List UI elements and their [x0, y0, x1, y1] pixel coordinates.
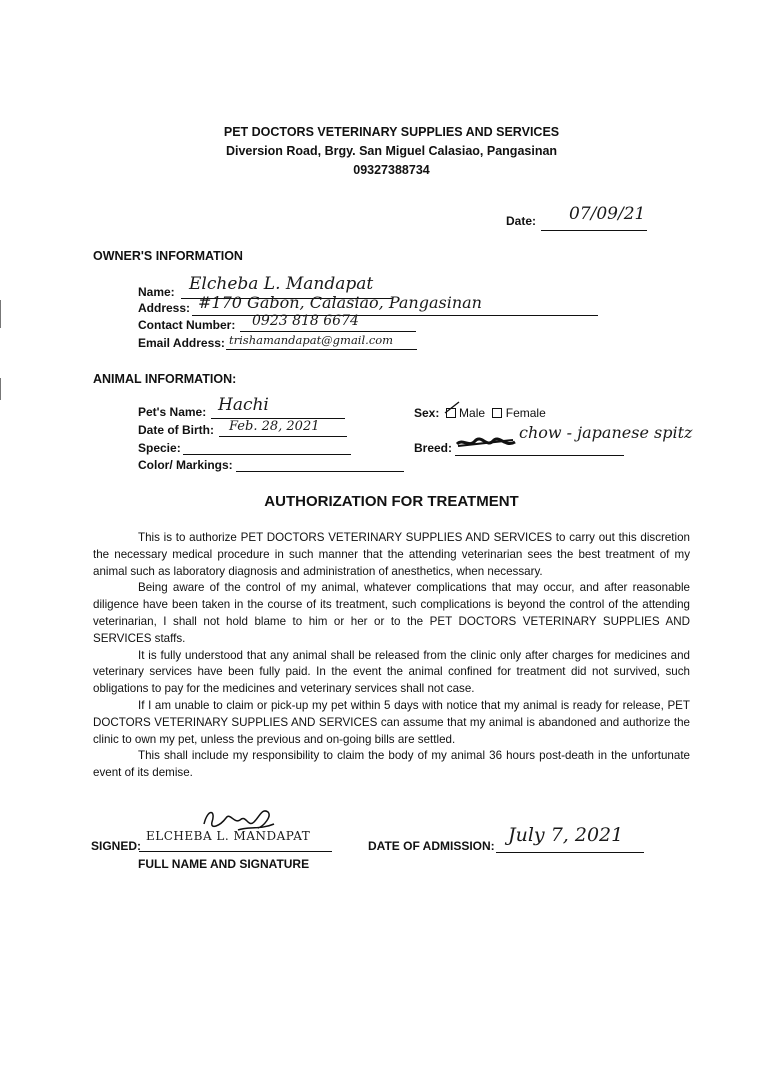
- check-mark-icon: [443, 401, 461, 415]
- contact-number-label: Contact Number:: [138, 318, 236, 332]
- specie-underline: [183, 454, 351, 455]
- color-markings-label: Color/ Markings:: [138, 458, 233, 472]
- pet-name-label: Pet's Name:: [138, 405, 207, 419]
- owner-name-value[interactable]: Elcheba L. Mandapat: [189, 274, 374, 294]
- contact-number-value[interactable]: 0923 818 6674: [252, 313, 359, 329]
- sex-female-checkbox[interactable]: [492, 408, 502, 418]
- date-underline: [541, 230, 647, 231]
- email-address-underline: [226, 349, 417, 350]
- scan-margin-mark: [0, 300, 1, 328]
- signature-caption: FULL NAME AND SIGNATURE: [138, 857, 310, 871]
- authorization-paragraph: This is to authorize PET DOCTORS VETERINARY SUPPLIES AND SERVICES to carry out this discretion the necessary medical procedure in such manner that the attending veterinarian sees the best treatment of my animal such as laboratory diagnosis and administration of anesthetics, when necessary.: [93, 531, 690, 578]
- signed-full-name[interactable]: ELCHEBA L. MANDAPAT: [146, 829, 311, 843]
- authorization-paragraph: It is fully understood that any animal shall be released from the clinic only after charges for medicines and veterinary services have been fully paid. In the event the animal confined for treatment did not survived, such obligations to pay for the medicines and veterinary services shall not case.: [93, 648, 690, 696]
- authorization-paragraph: This shall include my responsibility to claim the body of my animal 36 hours post-death in the unfortunate event of its demise.: [93, 749, 690, 780]
- sex-male-checkbox[interactable]: [446, 408, 456, 418]
- date-value[interactable]: 07/09/21: [569, 204, 646, 224]
- sex-label: Sex:: [414, 406, 440, 420]
- breed-underline: [455, 455, 624, 456]
- scribble-mark-icon: [455, 436, 517, 450]
- date-of-admission-underline: [496, 852, 644, 853]
- sex-male-label: Male: [459, 406, 486, 420]
- company-phone: 09327388734: [353, 163, 430, 177]
- date-of-birth-label: Date of Birth:: [138, 423, 214, 437]
- owner-address-value[interactable]: #170 Gabon, Calasiao, Pangasinan: [198, 293, 482, 312]
- date-of-birth-value[interactable]: Feb. 28, 2021: [229, 419, 320, 434]
- authorization-body: [93, 530, 690, 782]
- date-of-admission-label: DATE OF ADMISSION:: [368, 839, 495, 853]
- email-address-value[interactable]: trishamandapat@gmail.com: [229, 333, 394, 347]
- authorization-title: AUTHORIZATION FOR TREATMENT: [264, 493, 519, 510]
- pet-name-value[interactable]: Hachi: [218, 395, 269, 415]
- owner-section-heading: OWNER'S INFORMATION: [93, 249, 243, 263]
- signed-label: SIGNED:: [91, 839, 142, 853]
- sex-field: [414, 406, 546, 420]
- animal-section-heading: ANIMAL INFORMATION:: [93, 372, 237, 386]
- breed-value[interactable]: chow - japanese spitz: [519, 423, 693, 442]
- email-address-label: Email Address:: [138, 336, 225, 350]
- scan-margin-mark: [0, 378, 1, 400]
- company-name: PET DOCTORS VETERINARY SUPPLIES AND SERVICES: [223, 125, 560, 139]
- color-markings-underline: [236, 471, 404, 472]
- sex-female-label: Female: [505, 406, 546, 420]
- company-address: Diversion Road, Brgy. San Miguel Calasiao, Pangasinan: [225, 144, 558, 158]
- authorization-paragraph: Being aware of the control of my animal, whatever complications that may occur, and after reasonable diligence have been taken in the course of its treatment, such complications is beyond the control of the attending veterinarian, I shall not hold blame to him or her or to the PET DOCTORS VETERINARY SUPPLIES AND SERVICES staffs.: [93, 581, 690, 645]
- owner-address-label: Address:: [138, 301, 191, 315]
- authorization-paragraph: If I am unable to claim or pick-up my pet within 5 days with notice that my animal is ready for release, PET DOCTORS VETERINARY SUPPLIES AND SERVICES can assume that my animal is abandoned and authorize the clinic to own my pet, unless the previous and on-going bills are settled.: [93, 698, 690, 746]
- signed-underline: [139, 851, 332, 852]
- date-label: Date:: [506, 214, 537, 228]
- date-of-birth-underline: [219, 436, 347, 437]
- contact-number-underline: [240, 331, 416, 332]
- date-of-admission-value[interactable]: July 7, 2021: [508, 824, 624, 846]
- specie-label: Specie:: [138, 441, 181, 455]
- owner-name-label: Name:: [138, 285, 175, 299]
- breed-label: Breed:: [414, 441, 453, 455]
